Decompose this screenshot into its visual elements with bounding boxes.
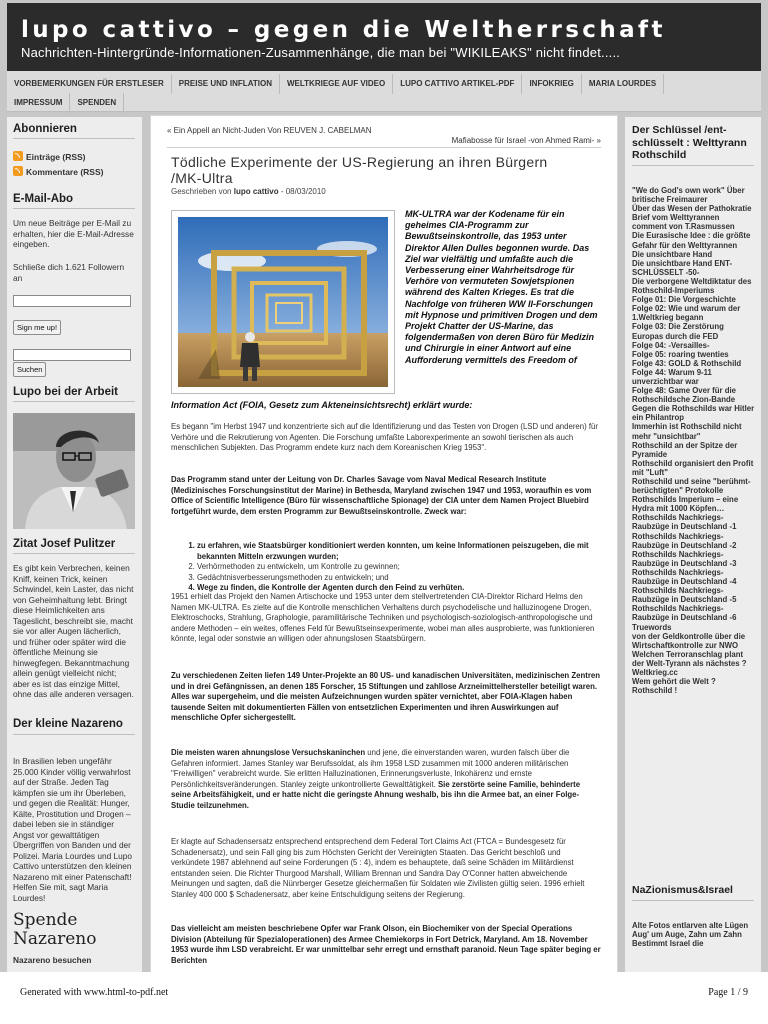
surreal-frames-painting <box>172 211 394 393</box>
email-input[interactable] <box>13 295 131 307</box>
sidebar-link[interactable]: Die unsichtbare Hand <box>632 249 713 259</box>
sidebar-link[interactable]: Welchen Terroranschlag plant der Welt-Tyrann als nächstes ? Weltkrieg.cc <box>632 649 747 677</box>
list-item: 1. zu erfahren, wie Staatsbürger konditioniert werden konnten, um keine Informationen peiszugeben, die mit bekannten Mitteln erzwungen wurden; <box>197 541 607 562</box>
page-number: Page 1 / 9 <box>708 987 748 998</box>
article-byline <box>171 187 326 196</box>
right-sidebar <box>625 117 761 972</box>
sidebar-link[interactable]: Rothschilds Nachkriegs-Raubzüge in Deutschland -4 <box>632 567 737 587</box>
paragraph-5-lead: Die meisten waren ahnungslose Versuchskaninchen <box>171 748 366 757</box>
nazareno-heading: Der kleine Nazareno <box>13 717 135 735</box>
search-button[interactable]: Suchen <box>13 362 46 377</box>
sidebar-link[interactable]: Die verborgene Weltdiktatur des Rothschild-Imperiums <box>632 276 752 296</box>
nav-item-spenden[interactable]: SPENDEN <box>70 93 124 113</box>
list-item: 4. Wege zu finden, die Kontrolle der Agenten durch den Feind zu verhüten. <box>197 583 607 594</box>
article-column <box>150 115 618 972</box>
sidebar-link[interactable]: Wem gehört die Welt ? Rothschild ! <box>632 677 716 696</box>
site-header <box>7 3 761 71</box>
article-date: - 08/03/2010 <box>278 187 326 196</box>
pdf-generator-note: Generated with www.html-to-pdf.net <box>20 987 169 998</box>
sidebar-link[interactable]: Gegen die Rothschilds war Hitler ein Philantrop <box>632 404 755 423</box>
nav-item-infokrieg[interactable]: INFOKRIEG <box>522 74 581 94</box>
paragraph-3: 1951 erhielt das Projekt den Namen Artischocke und 1953 unter dem stellvertretenden CIA-Direktor Richard Helms den Namen MK-ULTRA. Es zielte auf die Kontrolle menschlichen Verhaltens durch psychodelische und halluzinogene Drogen, Elektroschocks, Strahlung, Graphologie, paramilitärische Techniken und psychologisch-soziologisch-anthropologische und andere Methoden – ein weites, offenes Feld für Bewußtseinsexperimente, wobei man alles ausprobierte, was funktionieren könnte, legal oder sonstwie an willigen oder ahnungslosen Staatsbürgern. <box>171 592 595 644</box>
sidebar-link[interactable]: Folge 48: Game Over für die Rothschildsche Zion-Bande <box>632 386 736 405</box>
paragraph-6: Er klagte auf Schadensersatz entsprechend entsprechend dem Federal Tort Claims Act (FTCA = Bundesgesetz für Schadenersatz), und sein Fall ging bis zum Höchsten Gericht der Vereinigten Staaten. Das Gericht beschloß und verkündete 1987 ablehnend auf seine Forderungen (5 : 4), indem es behauptete, daß seine Schäden im Militärdienst entstanden seien. Die Richter Thurgood Marshall, William Brennan und Sandra Day O'Conner hatten abweichende Meinungen und sagten, daß die Nünrberger Gesetze gleichermaßen für Soldaten wie Zivilisten gültig seien. 1996 erhielt Stanley 400 000 $ Schadenersatz, aber keine Entschuldigung seitens der Regierung. <box>171 837 585 899</box>
nav-item-preise[interactable]: PREISE UND INFLATION <box>172 74 280 94</box>
sidebar-link[interactable]: Immerhin ist Rothschild nicht mehr "unsichtbar" <box>632 422 742 441</box>
lupo-heading: Lupo bei der Arbeit <box>13 386 135 402</box>
rss-icon <box>13 166 23 176</box>
rss-entries-link[interactable] <box>13 151 86 162</box>
pulitzer-quote: Es gibt kein Verbrechen, keinen Kniff, keinen Trick, keinen Schwindel, kein Laster, das nicht von Geheimhaltung lebt. Bringt diese Heimlichkeiten ans Tageslicht, beschreibt sie, macht sie vor aller Augen lächerlich, und früher oder später wird die öffentliche Meinung sie hinwegfegen. Bekanntmachung allein genügt vielleicht nicht; aber es ist das einzige Mittel, ohne das alle anderen versagen. <box>13 563 134 699</box>
post-nav-divider <box>167 147 601 148</box>
paragraph-1: Es begann "im Herbst 1947 und konzentrierte sich auf die Identifizierung und das Testen von Drogen (LSD und anderen) für Verhöre und die Rekrutierung von Agenten. Die Forschung umfaßte Laborexperimente an sowohl tierischen als auch menschlichen Subjekten. Das Programm endete kurz nach dem Koreanischen Krieg 1953". <box>171 422 598 453</box>
next-post-link[interactable]: Mafiabosse für Israel -von Ahmed Rami- » <box>451 136 601 145</box>
abonnieren-heading: Abonnieren <box>13 123 135 139</box>
nazionismus-link-list <box>632 921 756 948</box>
site-title[interactable]: lupo cattivo – gegen die Weltherrschaft <box>21 17 666 43</box>
paragraph-5-body: und jene, die einverstanden waren, wurden falsch über die Gefahren informiert. James Stanley war Berufssoldat, als ihm 1958 LSD zusammen mit 1000 anderen militärischen "Freiwilligen" verabreicht wurde. Sie erlitten Halluzinationen, Erinnerungsverluste, Inkohärenz und ernste Persönlichkeitsveränderungen. Stanley zeigte unkontrollierte Gewalttätigkeit. <box>171 748 570 789</box>
list-item: 3. Gedächtnisverbesserungsmethoden zu entwickeln; und <box>197 573 607 584</box>
paragraph-5-end: Sie zerstörte seine Familie, behinderte seine Arbeitsfähigkeit, und er hatte nicht die geringste Ahnung weshalb, bis ihn die Armee bat, an einer Folge-Studie teilzunehmen. <box>171 779 581 810</box>
paragraph-7: Das vielleicht am meisten beschriebene Opfer war Frank Olson, ein Biochemiker von der Special Operations Division (Abteilung für Spezialoperationen) des Armee Chemiekorps in Fort Detrick, Maryland. Am 18. November 1953 wurde ihm LSD verabreicht. Er war unmittelbar sehr erregt und ernsthaft paranoid. Neun Tage später beging er Berichten <box>171 924 601 965</box>
sidebar-link[interactable]: Folge 04: -Versailles- <box>632 340 710 350</box>
sidebar-link[interactable]: Bestimmt Israel die <box>632 939 704 949</box>
search-input[interactable] <box>13 349 131 361</box>
sidebar-link[interactable]: Folge 01: Die Vorgeschichte <box>632 295 736 305</box>
paragraph-5 <box>171 748 601 812</box>
sidebar-link[interactable]: Folge 44: Warum 9-11 unverzichtbar war <box>632 367 712 386</box>
nav-item-vorbemerkungen[interactable]: VORBEMERKUNGEN FÜR ERSTLESER <box>7 74 172 94</box>
left-sidebar <box>7 117 142 972</box>
site-subtitle: Nachrichten-Hintergründe-Informationen-Zusammenhänge, die man bei "WIKILEAKS" nicht findet..... <box>21 45 621 60</box>
sidebar-link[interactable]: Rothschilds Nachkriegs-Raubzüge in Deutschland -2 <box>632 531 737 550</box>
sidebar-link[interactable]: Folge 05: roaring twenties <box>632 349 729 359</box>
sidebar-link[interactable]: Folge 03: Die Zerstörung Europas durch die FED <box>632 322 724 341</box>
nav-item-maria-lourdes[interactable]: MARIA LOURDES <box>582 74 664 94</box>
nav-row-2 <box>7 92 124 112</box>
rss-icon <box>13 151 23 161</box>
spende-nazareno-title[interactable]: Spende Nazareno <box>13 910 97 949</box>
sidebar-link[interactable]: Rothschilds Nachkriegs-Raubzüge in Deutschland -6 <box>632 604 737 623</box>
article-intro-end: Information Act (FOIA, Gesetz zum Akteneinsichtsrecht) erklärt wurde: <box>171 400 473 410</box>
rothschild-link-list <box>632 186 756 695</box>
sign-me-up-button[interactable]: Sign me up! <box>13 320 61 335</box>
sidebar-link[interactable]: Truewords <box>632 622 672 632</box>
sidebar-link[interactable]: "We do God's own work" Über britische Freimaurer <box>632 186 745 205</box>
email-abo-heading: E-Mail-Abo <box>13 193 135 209</box>
sidebar-link[interactable]: Rothschilds Nachkriegs-Raubzüge in Deutschland -5 <box>632 586 737 605</box>
email-abo-text: Um neue Beiträge per E-Mail zu erhalten, hier die E-Mail-Adresse eingeben. <box>13 218 134 249</box>
rss-comments-link[interactable] <box>13 166 103 177</box>
author-link[interactable]: lupo cattivo <box>233 187 279 196</box>
purpose-list <box>187 541 607 594</box>
nav-item-impressum[interactable]: IMPRESSUM <box>7 93 70 113</box>
main-navigation <box>7 71 761 112</box>
followers-text: Schließe dich 1.621 Followern an <box>13 262 125 283</box>
paragraph-2: Das Programm stand unter der Leitung von Dr. Charles Savage vom Naval Medical Research Institute (Medizinisches Forschungsinstitut der Marine) in Bethesda, Maryland zwischen 1947 und 1953, woraufhin es vom Office of Scientific Intelligence (Büro für wissenschaftliche Spionage) der CIA unter dem Namen Project Bluebird fortgeführt wurde, dem ersten Programm zur Bewußtseinskontrolle. Zweck war: <box>171 475 592 516</box>
sidebar-link[interactable]: Rothschilds Nachkriegs-Raubzüge in Deutschland -3 <box>632 549 737 568</box>
rss-comments-label: Kommentare (RSS) <box>26 167 104 177</box>
sidebar-link[interactable]: Folge 43: GOLD & Rothschild <box>632 358 742 368</box>
rss-entries-label: Einträge (RSS) <box>26 152 86 162</box>
nav-row-1 <box>7 73 664 93</box>
previous-post-link[interactable]: « Ein Appell an Nicht-Juden Von REUVEN J. CABELMAN <box>167 126 372 135</box>
sidebar-link[interactable]: Aug' um Auge, Zahn um Zahn <box>632 930 742 940</box>
lupo-photo-graphic <box>13 413 135 529</box>
sidebar-link[interactable]: Rothschild und seine "berühmt-berüchtigten" Protokolle <box>632 477 751 496</box>
sidebar-link[interactable]: Rothschild organisiert den Profit mit "Luft" <box>632 458 754 477</box>
pulitzer-heading: Zitat Josef Pulitzer <box>13 538 135 554</box>
article-title[interactable]: Tödliche Experimente der US-Regierung an ihren Bürgern /MK-Ultra <box>171 154 548 186</box>
nav-item-artikel-pdf[interactable]: LUPO CATTIVO ARTIKEL-PDF <box>393 74 522 94</box>
sidebar-link[interactable]: Über das Wesen der Pathokratie <box>632 204 752 214</box>
lupo-photo <box>13 413 135 529</box>
nav-item-weltkriege[interactable]: WELTKRIEGE AUF VIDEO <box>280 74 393 94</box>
nazareno-besuchen-link[interactable]: Nazareno besuchen <box>13 955 92 965</box>
sidebar-link[interactable]: Folge 02: Wie und warum der 1.Weltkrieg begann <box>632 304 741 323</box>
sidebar-link[interactable]: von der Geldkontrolle über die Wirtschaftkontrolle zur NWO <box>632 631 746 650</box>
sidebar-link[interactable]: Alte Fotos entlarven alte Lügen <box>632 921 749 930</box>
sidebar-link[interactable]: Die Eurasische Idee : die größte Gefahr für den Welttyrannen <box>632 231 751 250</box>
sidebar-link[interactable]: Rothschilds Imperium – eine Hydra mit 1000 Köpfen… <box>632 495 739 514</box>
sidebar-link[interactable]: Rothschilds Nachkriegs-Raubzüge in Deutschland -1 <box>632 513 737 532</box>
paragraph-4: Zu verschiedenen Zeiten liefen 149 Unter-Projekte an 80 US- und kanadischen Universitäten, medizinischen Zentren und in drei Gefängnissen, an denen 185 Forscher, 15 Stiftungen und zahllose Arzneimittelhersteller beteiligt waren. Alles war supergeheim, und die meisten Aufzeichnungen wurden später vernichtet, aber FOIA-Klagen haben tausende Seiten mit dokumentierten Fällen von entsetzlichen Experimenten und ihren Auswirkungen auf menschliche Opfer sichergestellt. <box>171 671 600 723</box>
list-item: 2. Verhörmethoden zu entwickeln, um Kontrolle zu gewinnen; <box>197 562 607 573</box>
article-intro: MK-ULTRA war der Kodename für ein geheimes CIA-Programm zur Bewußtseinskontrolle, das 1953 unter Direktor Allen Dulles begonnen wurde. Das Ziel war vielfältig und umfaßte auch die Verbesserung einer Wahrheitsdroge für Verhöre von vermuteten Sowjetspionen während des Kalten Krieges. Es trat die Nachfolge von früheren WW II-Forschungen mit Hypnose und primitiven Drogen und dem Projekt Chatter der US-Marine, das folgendermaßen von deren Büro für Medizin und Chirurgie in einer Antwort auf eine Aufforderung vermittels des Freedom of <box>405 209 598 365</box>
nazionismus-heading: NaZionismus&Israel <box>632 884 754 901</box>
sidebar-link[interactable]: Die unsichtbare Hand ENT-SCHLÜSSELT -50- <box>632 258 733 277</box>
article-image <box>171 210 395 394</box>
sidebar-link[interactable]: Brief vom Welttyrannen comment von T.Rasmussen <box>632 213 735 232</box>
sidebar-link[interactable]: Rothschild an der Spitze der Pyramide <box>632 440 738 459</box>
nazareno-text: In Brasilien leben ungefähr 25.000 Kinder völlig verwahrlost auf der Straße. Jeden Tag kämpfen sie um ihr Überleben, und gegen die Realität: Hunger, Kälte, Prostitution und Drogen – dabei leben sie in ständiger Angst vor gewalttätigen Übergriffen von Banden und der Polizei. Maria Lourdes und Lupo Cattivo unterstützen den kleinen Nazareno mit einer Patenschaft! Helfen Sie mit, sagt Maria Lourdes! <box>13 756 132 903</box>
byline-prefix: Geschrieben von <box>171 187 232 196</box>
rothschild-heading: Der Schlüssel /ent-schlüsselt : Welttyrann Rothschild <box>632 124 754 166</box>
